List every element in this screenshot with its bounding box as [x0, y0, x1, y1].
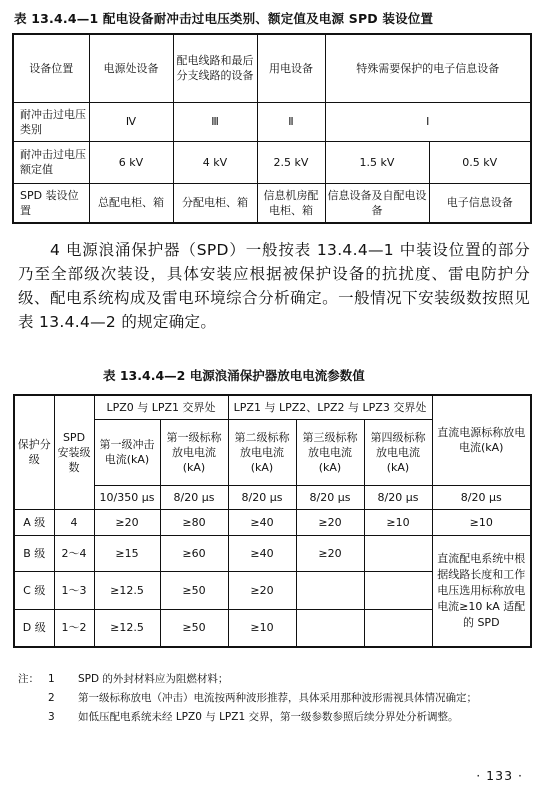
- header-c6: 直流电源标称放电电流(kA): [432, 395, 531, 485]
- table-cell: ≥50: [160, 571, 228, 609]
- header-col1: 电源处设备: [89, 34, 173, 102]
- table-cell: ≥10: [364, 509, 432, 535]
- table-cell: [364, 535, 432, 571]
- dc-note-cell: 直流配电系统中根据线路长度和工作电压选用标称放电电流≥10 kA 适配的 SPD: [432, 535, 531, 647]
- table-row: [13, 102, 531, 141]
- table-row: [13, 141, 531, 183]
- row-label: 耐冲击过电压额定值: [13, 141, 89, 183]
- note-number: 1: [48, 673, 55, 685]
- grade-cell: D 级: [14, 609, 54, 647]
- table-cell: [364, 609, 432, 647]
- header-position: 设备位置: [13, 34, 89, 102]
- table-cell: Ⅱ: [257, 102, 325, 141]
- waveform-cell: 8/20 μs: [160, 485, 228, 509]
- note-item: [18, 689, 530, 708]
- table-cell: ≥50: [160, 609, 228, 647]
- note-number: 2: [48, 692, 55, 704]
- note-text: 如低压配电系统未经 LPZ0 与 LPZ1 交界，第一级参数参照后续分界处分析调整。: [78, 711, 459, 723]
- table-cell: ≥20: [296, 535, 364, 571]
- header-c1: 第一级冲击电流(kA): [94, 419, 160, 485]
- table1: [12, 33, 532, 224]
- table-cell: [296, 609, 364, 647]
- table-cell: ≥15: [94, 535, 160, 571]
- table-cell: ≥10: [228, 609, 296, 647]
- table-cell: [296, 571, 364, 609]
- header-col4: 特殊需要保护的电子信息设备: [325, 34, 531, 102]
- header-c3: 第二级标称放电电流(kA): [228, 419, 296, 485]
- row-label: 耐冲击过电压类别: [13, 102, 89, 141]
- header-grade: 保护分级: [14, 395, 54, 509]
- header-col2: 配电线路和最后分支线路的设备: [173, 34, 257, 102]
- header-c4: 第三级标称放电电流(kA): [296, 419, 364, 485]
- table-cell: 2.5 kV: [257, 141, 325, 183]
- waveform-cell: 8/20 μs: [432, 485, 531, 509]
- note-number: 3: [48, 711, 55, 723]
- waveform-cell: 10/350 μs: [94, 485, 160, 509]
- table-cell: 电子信息设备: [429, 183, 531, 223]
- header-c2: 第一级标称放电电流(kA): [160, 419, 228, 485]
- table-cell: 6 kV: [89, 141, 173, 183]
- stages-cell: 1～2: [54, 609, 94, 647]
- table-cell: ≥10: [432, 509, 531, 535]
- header-c5: 第四级标称放电电流(kA): [364, 419, 432, 485]
- note-text: SPD 的外封材料应为阻燃材料；: [78, 673, 229, 685]
- row-label: SPD 装设位置: [13, 183, 89, 223]
- waveform-cell: 8/20 μs: [296, 485, 364, 509]
- table-cell: ≥20: [296, 509, 364, 535]
- waveform-cell: 8/20 μs: [364, 485, 432, 509]
- table-cell: ≥20: [94, 509, 160, 535]
- grade-cell: C 级: [14, 571, 54, 609]
- note-item: [18, 708, 530, 727]
- header-col3: 用电设备: [257, 34, 325, 102]
- table2-header-row: [14, 395, 531, 419]
- table-row: [14, 535, 531, 571]
- table-cell: 信息设备及自配电设备: [325, 183, 429, 223]
- table-cell: ≥40: [228, 509, 296, 535]
- stages-cell: 4: [54, 509, 94, 535]
- table-cell: 总配电柜、箱: [89, 183, 173, 223]
- table1-header-row: [13, 34, 531, 102]
- note-text: 第一级标称放电（冲击）电流按两种波形推荐，具体采用那种波形需视具体情况确定；: [78, 692, 477, 704]
- table-cell: Ⅳ: [89, 102, 173, 141]
- table-cell: Ⅰ: [325, 102, 531, 141]
- table-row: [13, 183, 531, 223]
- table-cell: ≥40: [228, 535, 296, 571]
- grade-cell: B 级: [14, 535, 54, 571]
- table-cell: 4 kV: [173, 141, 257, 183]
- header-group1: LPZ0 与 LPZ1 交界处: [94, 395, 228, 419]
- header-stages: SPD 安装级数: [54, 395, 94, 509]
- waveform-cell: 8/20 μs: [228, 485, 296, 509]
- table-cell: ≥60: [160, 535, 228, 571]
- stages-cell: 2～4: [54, 535, 94, 571]
- grade-cell: A 级: [14, 509, 54, 535]
- table-cell: ≥20: [228, 571, 296, 609]
- notes-label: 注：: [18, 673, 39, 685]
- header-group2: LPZ1 与 LPZ2、LPZ2 与 LPZ3 交界处: [228, 395, 432, 419]
- table-cell: 1.5 kV: [325, 141, 429, 183]
- page-number: · 133 ·: [476, 768, 523, 783]
- table-cell: Ⅲ: [173, 102, 257, 141]
- stages-cell: 1～3: [54, 571, 94, 609]
- table-cell: ≥12.5: [94, 609, 160, 647]
- table2-caption: 表 13.4.4—2 电源浪涌保护器放电电流参数值: [103, 368, 365, 383]
- table-cell: 0.5 kV: [429, 141, 531, 183]
- table2: [13, 394, 532, 648]
- table-cell: ≥12.5: [94, 571, 160, 609]
- table-cell: ≥80: [160, 509, 228, 535]
- table1-caption: 表 13.4.4—1 配电设备耐冲击过电压类别、额定值及电源 SPD 装设位置: [14, 11, 434, 26]
- body-paragraph: 4 电源浪涌保护器（SPD）一般按表 13.4.4—1 中装设位置的部分乃至全部级次装设，具体安装应根据被保护设备的抗扰度、雷电防护分级、配电系统构成及雷电环境综合分析确定。一般情况下安装级数按照见表 13.4.4—2 的规定确定。: [18, 241, 530, 331]
- table-cell: 分配电柜、箱: [173, 183, 257, 223]
- table-cell: 信息机房配电柜、箱: [257, 183, 325, 223]
- table-cell: [364, 571, 432, 609]
- table-notes: [18, 670, 530, 727]
- table-row: [14, 509, 531, 535]
- note-item: [18, 670, 530, 689]
